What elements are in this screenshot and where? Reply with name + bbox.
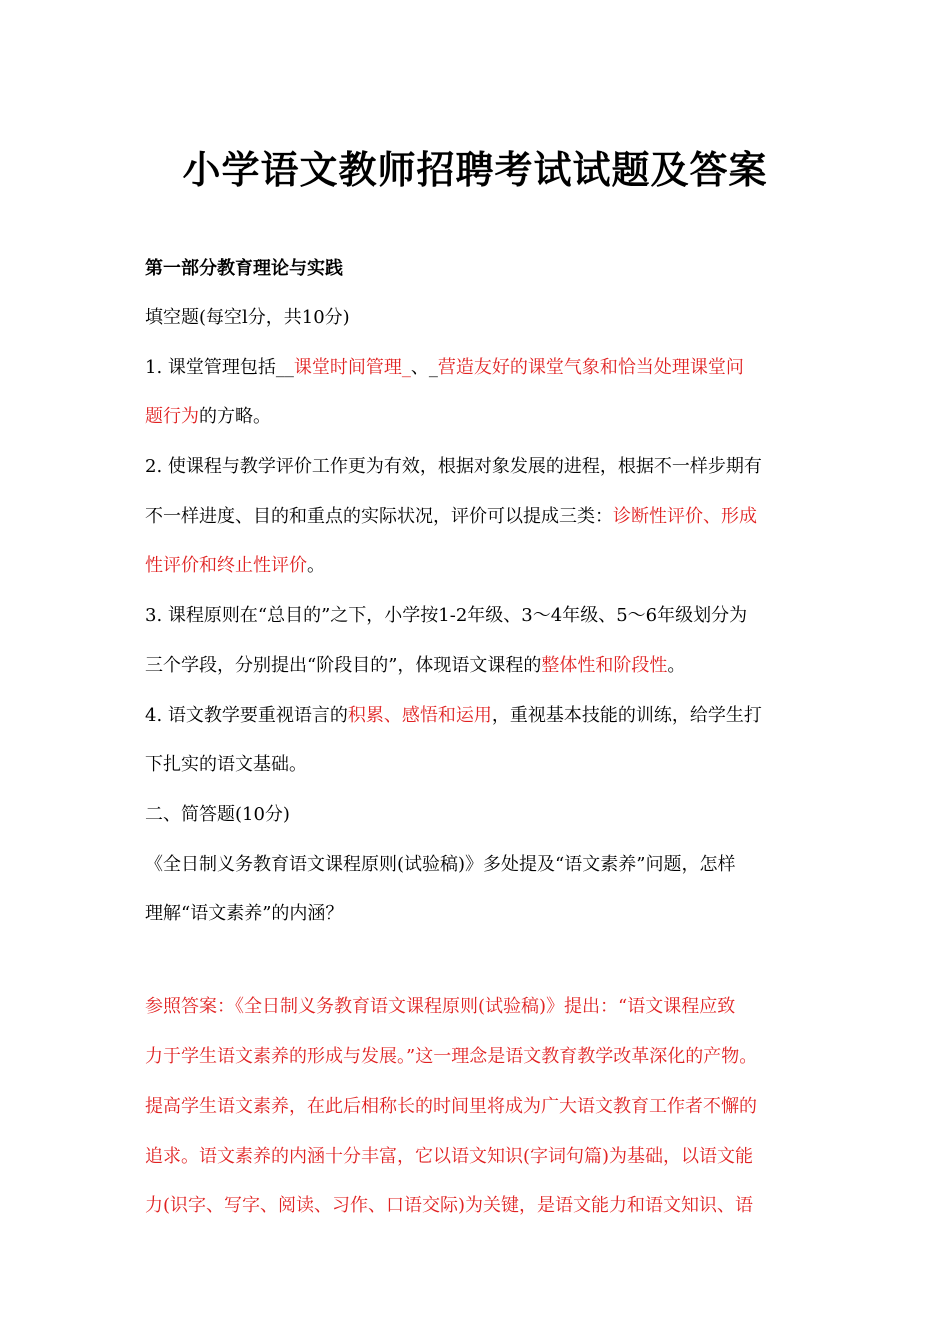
question-text: ，重视基本技能的训练，给学生打	[491, 705, 762, 726]
question-4-line-1	[145, 703, 762, 729]
question-3-line-1: 3. 课程原则在“总目的”之下，小学按1-2年级、3～4年级、5～6年级划分为	[145, 605, 748, 626]
answer-line-2: 力于学生语文素养的形成与发展。”这一理念是语文教育教学改革深化的产物。	[145, 1046, 758, 1067]
document-title: 小学语文教师招聘考试试题及答案	[182, 147, 768, 192]
answer-text: 营造友好的课堂气象和恰当处理课堂问	[437, 357, 744, 378]
question-3-line-2	[145, 653, 685, 679]
question-1-line-1	[145, 355, 744, 381]
question-text: 的方略。	[199, 406, 271, 427]
question-text: 不一样进度、目的和重点的实际状况，评价可以提成三类：	[145, 506, 613, 527]
short-answer-heading: 二、简答题(10分)	[145, 804, 290, 825]
answer-line-5: 力(识字、写字、阅读、习作、口语交际)为关键，是语文能力和语文知识、语	[145, 1195, 754, 1216]
answer-text: 题行为	[145, 406, 199, 427]
answer-line-1: 参照答案：《全日制义务教育语文课程原则(试验稿)》提出：“语文课程应致	[145, 996, 736, 1017]
answer-text: 课堂时间管理_	[293, 357, 411, 378]
answer-text: 性评价和终止性评价	[145, 555, 307, 576]
question-text: 。	[307, 555, 325, 576]
question-1-line-2	[145, 404, 271, 430]
question-text: 三个学段，分别提出“阶段目的”，体现语文课程的	[145, 655, 542, 676]
answer-line-3: 提高学生语文素养，在此后相称长的时间里将成为广大语文教育工作者不懈的	[145, 1096, 757, 1117]
short-question-line-1: 《全日制义务教育语文课程原则(试验稿)》多处提及“语文素养”问题，怎样	[145, 854, 736, 875]
question-text: 。	[667, 655, 686, 676]
answer-text: 积累、感悟和运用	[347, 705, 492, 726]
question-text: 1. 课堂管理包括__	[145, 357, 294, 378]
question-2-line-2	[145, 504, 757, 530]
question-2-line-3	[145, 553, 325, 579]
question-text: 4. 语文教学要重视语言的	[145, 705, 348, 726]
section-heading: 第一部分教育理论与实践	[145, 258, 343, 279]
short-question-line-2: 理解“语文素养”的内涵？	[145, 903, 344, 924]
question-4-line-2: 下扎实的语文基础。	[145, 754, 307, 775]
question-text: 、_	[410, 357, 438, 378]
question-2-line-1: 2. 使课程与教学评价工作更为有效，根据对象发展的进程，根据不一样步期有	[145, 456, 762, 477]
fill-in-heading: 填空题(每空l分，共10分)	[145, 307, 350, 328]
answer-line-4: 追求。语文素养的内涵十分丰富，它以语文知识(字词句篇)为基础，以语文能	[145, 1146, 754, 1167]
answer-text: 整体性和阶段性	[541, 655, 668, 676]
answer-text: 诊断性评价、形成	[613, 506, 757, 527]
